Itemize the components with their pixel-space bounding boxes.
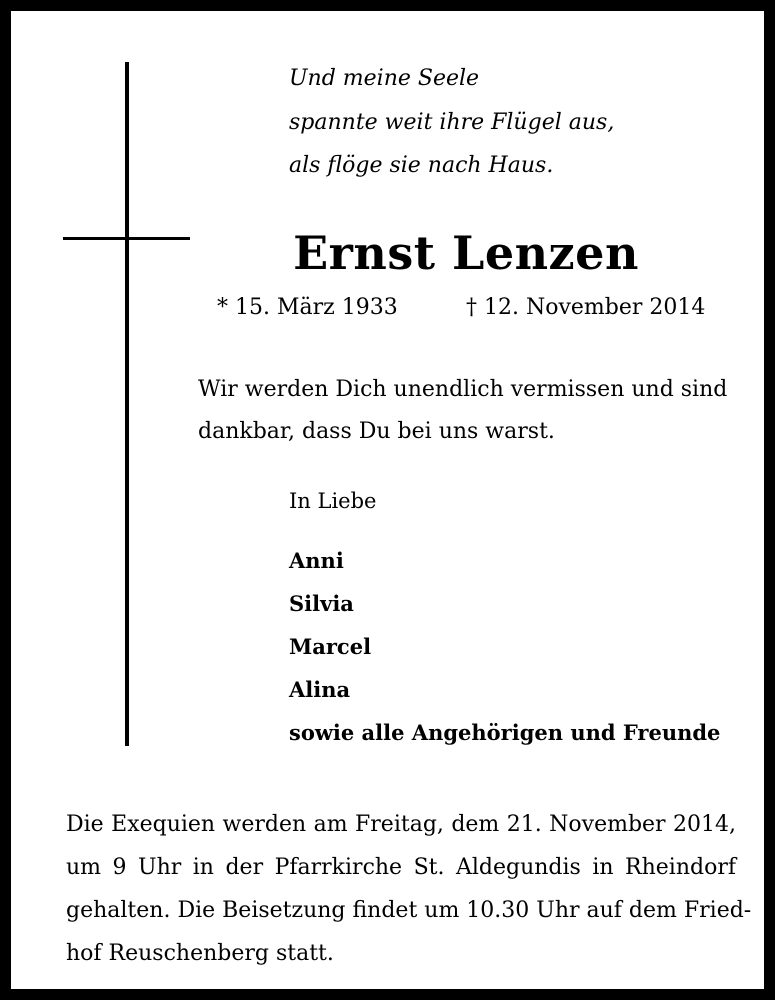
poem-line: spannte weit ihre Flügel aus, — [289, 109, 615, 135]
greeting: In Liebe — [289, 489, 377, 513]
message-line: dankbar, dass Du bei uns warst. — [198, 419, 555, 444]
cross-vertical-bar — [125, 62, 129, 746]
poem-line: Und meine Seele — [289, 66, 480, 91]
funeral-line: um 9 Uhr in der Pfarrkirche St. Aldegundis in Rheindorf — [66, 855, 736, 880]
cross-horizontal-bar — [63, 237, 190, 240]
death-date: † 12. November 2014 — [466, 295, 706, 320]
funeral-notice — [66, 803, 752, 975]
mourner-name: Anni — [289, 548, 344, 573]
farewell-message — [198, 369, 727, 453]
message-line: Wir werden Dich unendlich vermissen und sind — [198, 377, 728, 402]
mourner-name: Marcel — [289, 634, 372, 659]
mourner-name: sowie alle Angehörigen und Freunde — [289, 720, 721, 745]
mourner-name: Silvia — [289, 591, 354, 616]
funeral-line: gehalten. Die Beisetzung findet um 10.30 Uhr auf dem Fried- — [66, 898, 752, 923]
mourner-name: Alina — [289, 677, 351, 702]
birth-date: * 15. März 1933 — [217, 295, 398, 320]
mourners-list — [289, 539, 720, 754]
funeral-line: Die Exequien werden am Freitag, dem 21. November 2014, — [66, 812, 736, 837]
funeral-line: hof Reuschenberg statt. — [66, 941, 334, 966]
poem — [289, 57, 614, 188]
deceased-name: Ernst Lenzen — [293, 226, 639, 280]
poem-line: als flöge sie nach Haus. — [289, 153, 554, 178]
